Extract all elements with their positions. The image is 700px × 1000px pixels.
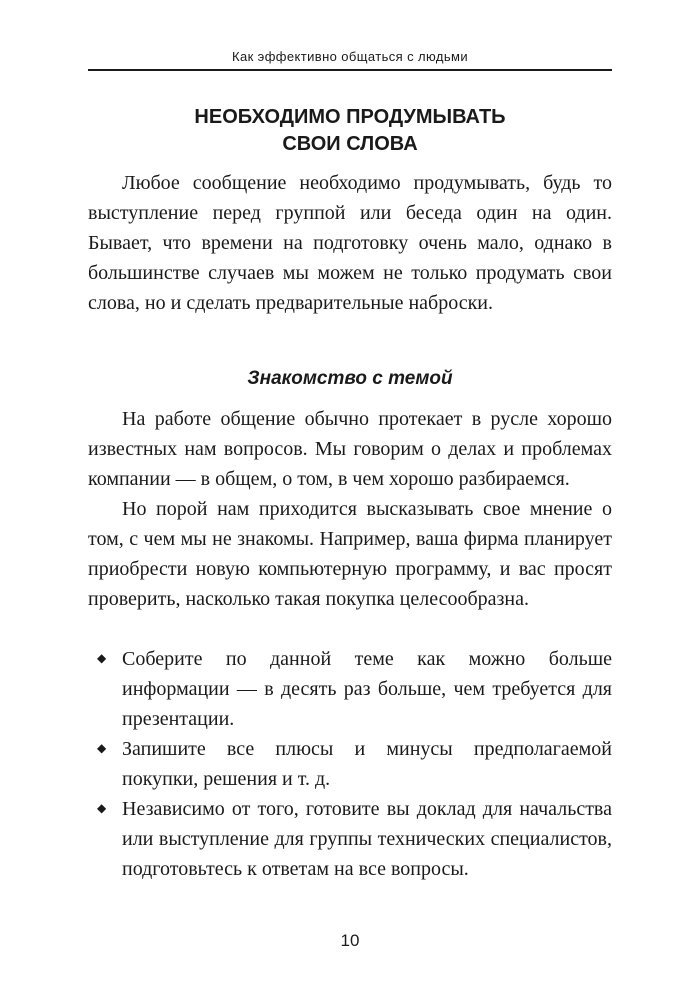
list-item	[88, 644, 612, 734]
diamond-bullet-icon: ◆	[97, 651, 107, 665]
page-number: 10	[340, 931, 360, 950]
chapter-title-line-1: НЕОБХОДИМО ПРОДУМЫВАТЬ	[194, 106, 506, 128]
diamond-bullet-icon: ◆	[97, 741, 107, 755]
diamond-bullet-icon: ◆	[97, 801, 107, 815]
intro-paragraph: Любое сообщение необходимо продумывать, будь то выступление перед группой или беседа один на один. Бывает, что времени на подготовку очень мало, однако в большинстве случаев мы можем не только продумать свои слова, но и сделать предварительные наброски.	[88, 172, 612, 314]
list-item	[88, 734, 612, 794]
section-paragraph-1: На работе общение обычно протекает в русле хорошо известных нам вопросов. Мы говорим о делах и проблемах компании — в общем, о том, в чем хорошо разбираемся.	[88, 408, 612, 490]
list-item-text: Независимо от того, готовите вы доклад для начальства или выступление для группы технических специалистов, подготовьтесь к ответам на все вопросы.	[122, 798, 612, 880]
chapter-title-line-2: СВОИ СЛОВА	[282, 133, 418, 155]
advice-list	[88, 644, 612, 884]
section-paragraph-2: Но порой нам приходится высказывать свое мнение о том, с чем мы не знакомы. Например, ваша фирма планирует приобрести новую компьютерную программу, и вас просят проверить, насколько такая покупка целесообразна.	[88, 498, 612, 610]
chapter-title	[88, 104, 612, 158]
list-item-text: Запишите все плюсы и минусы предполагаемой покупки, решения и т. д.	[122, 738, 612, 790]
running-header	[88, 47, 612, 71]
page-content	[88, 104, 612, 884]
list-item	[88, 794, 612, 884]
section-title: Знакомство с темой	[247, 368, 453, 389]
running-header-title: Как эффективно общаться с людьми	[231, 49, 469, 64]
list-item-text: Соберите по данной теме как можно больше информации — в десять раз больше, чем требуется для презентации.	[122, 648, 612, 730]
